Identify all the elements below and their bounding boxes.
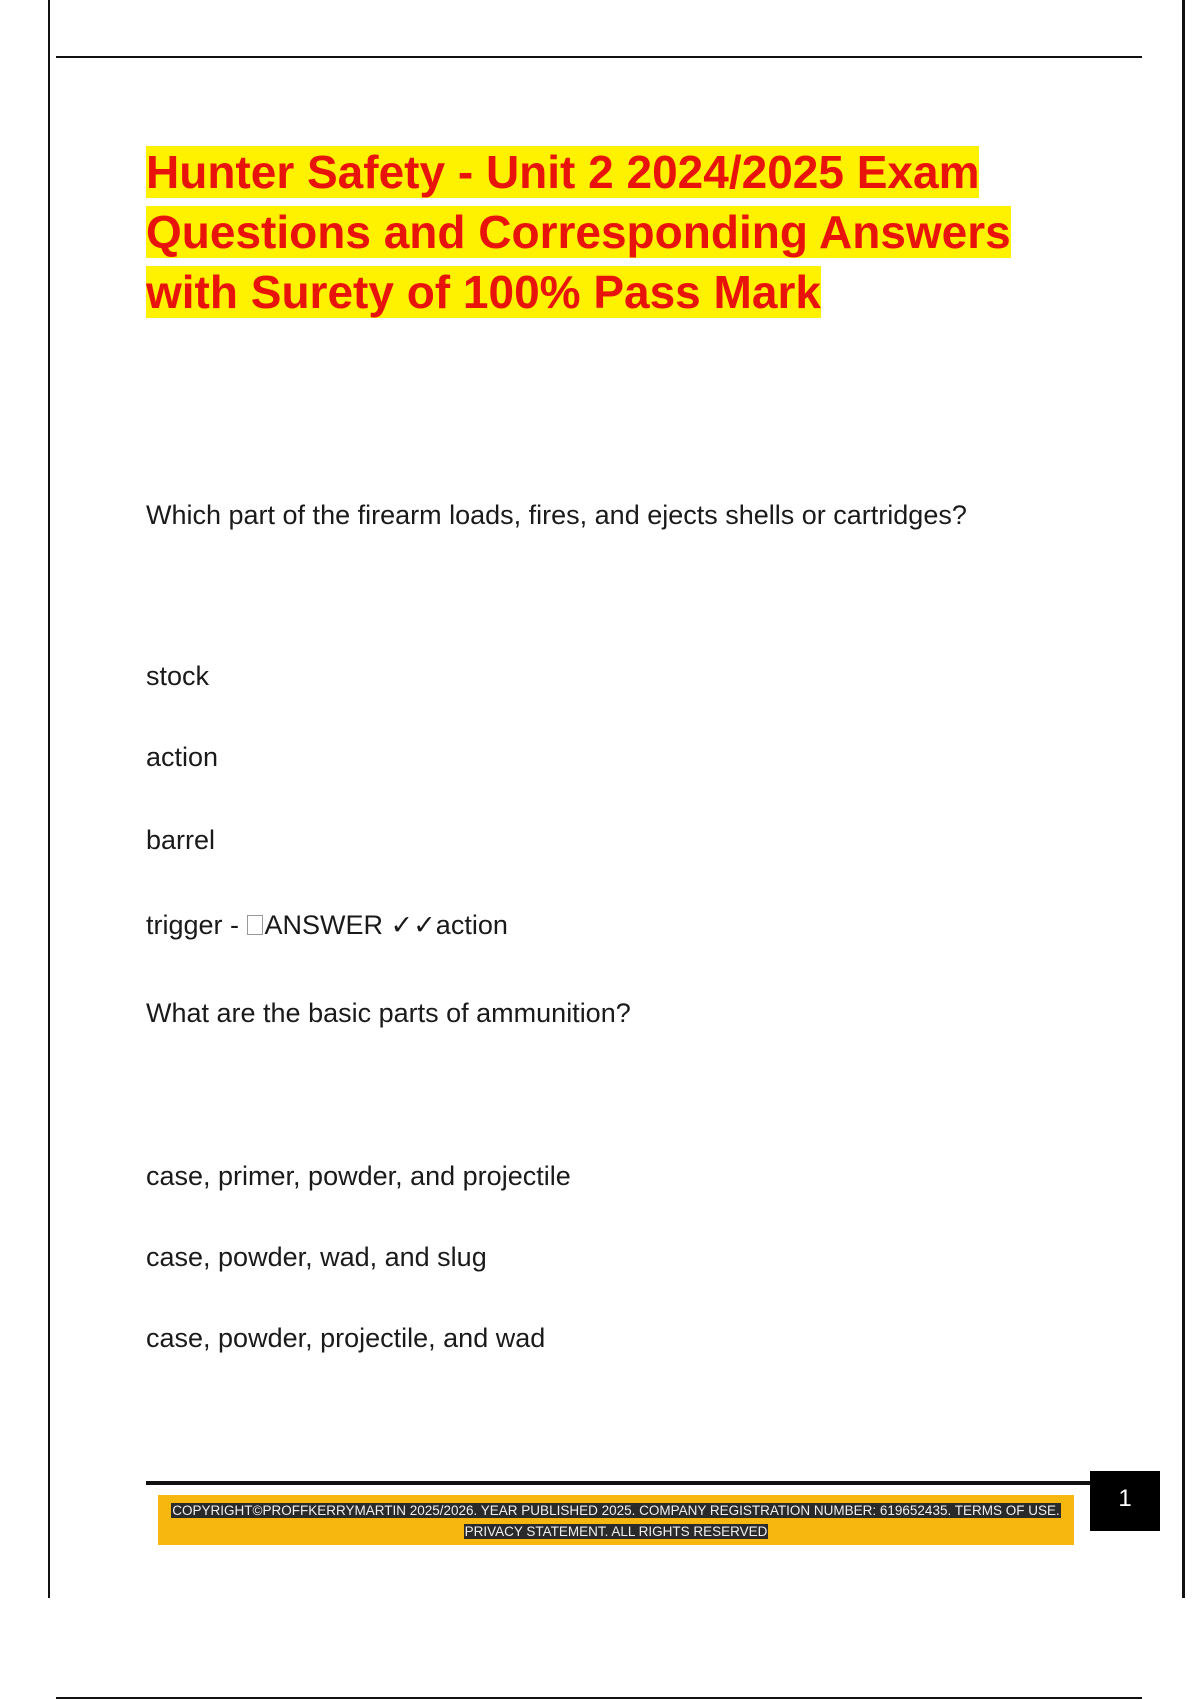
- title-line: with Surety of 100% Pass Mark: [146, 266, 821, 318]
- question-text: Which part of the firearm loads, fires, and ejects shells or cartridges?: [146, 500, 967, 530]
- page-border-left: [48, 0, 50, 1598]
- answer-option: trigger -: [146, 910, 247, 940]
- answer-option: case, powder, projectile, and wad: [146, 1323, 546, 1353]
- checkbox-glyph-icon: [247, 915, 263, 935]
- answer-option: case, primer, powder, and projectile: [146, 1161, 571, 1191]
- document-title: [146, 142, 1126, 322]
- answer-value: action: [435, 910, 508, 940]
- title-line: Questions and Corresponding Answers: [146, 206, 1011, 258]
- page-number: 1: [1090, 1471, 1160, 1531]
- footer-rule: [146, 1481, 1090, 1485]
- answer-option: stock: [146, 661, 210, 691]
- answer-option: action: [146, 742, 219, 772]
- copyright-line: PRIVACY STATEMENT. ALL RIGHTS RESERVED: [464, 1524, 768, 1539]
- question-text: What are the basic parts of ammunition?: [146, 998, 631, 1028]
- title-line: Hunter Safety - Unit 2 2024/2025 Exam: [146, 146, 980, 198]
- copyright-line: COPYRIGHT©PROFFKERRYMARTIN 2025/2026. YEAR PUBLISHED 2025. COMPANY REGISTRATION NUMBER: 619652435. TERMS OF USE.: [172, 1503, 1060, 1518]
- page-bottom-rule: [56, 1697, 1142, 1699]
- page-border-right: [1182, 0, 1185, 1598]
- answer-option: barrel: [146, 825, 216, 855]
- answer-option: case, powder, wad, and slug: [146, 1242, 487, 1272]
- answer-line: [146, 908, 508, 942]
- answer-label: ANSWER ✓✓: [264, 910, 436, 940]
- copyright-notice: [158, 1500, 1074, 1542]
- header-rule: [56, 56, 1142, 58]
